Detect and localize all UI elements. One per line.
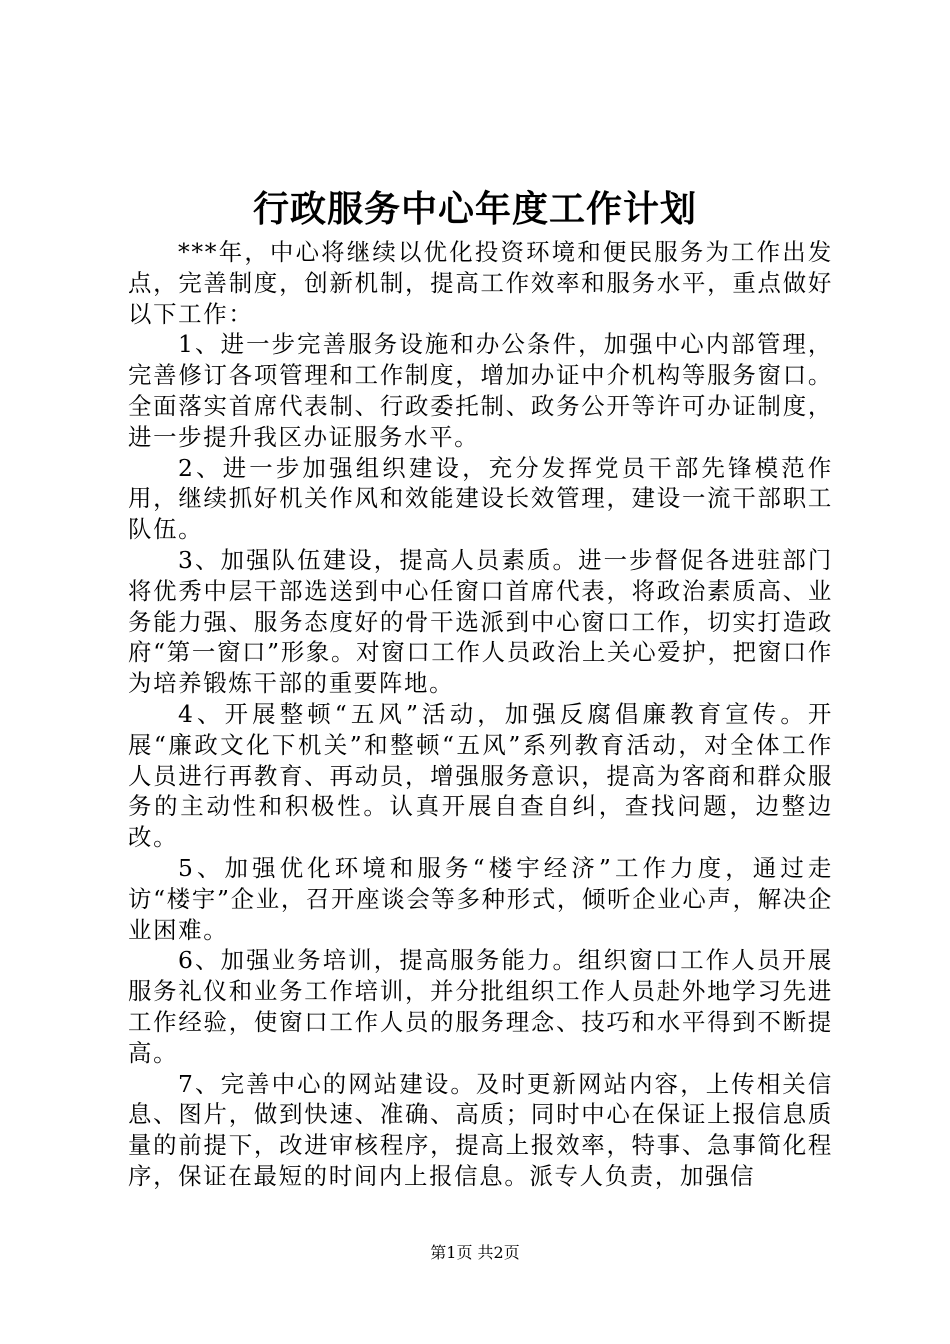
paragraph-intro: ***年，中心将继续以优化投资环境和便民服务为工作出发点，完善制度，创新机制，提高工作效率和服务水平，重点做好以下工作： (128, 238, 833, 328)
paragraph-item-2: 2、进一步加强组织建设，充分发挥党员干部先锋模范作用，继续抓好机关作风和效能建设长效管理，建设一流干部职工队伍。 (128, 453, 833, 544)
paragraph-item-6: 6、加强业务培训，提高服务能力。组织窗口工作人员开展服务礼仪和业务工作培训，并分批组织工作人员赴外地学习先进工作经验，使窗口工作人员的服务理念、技巧和水平得到不断提高。 (128, 946, 833, 1067)
page-number-footer: 第1页 共2页 (430, 1243, 520, 1262)
paragraph-item-1: 1、进一步完善服务设施和办公条件，加强中心内部管理，完善修订各项管理和工作制度，增加办证中介机构等服务窗口。全面落实首席代表制、行政委托制、政务公开等许可办证制度，进一步提升我区办证服务水平。 (128, 330, 833, 451)
paragraph-item-5: 5、加强优化环境和服务“楼宇经济”工作力度，通过走访“楼宇”企业，召开座谈会等多种形式，倾听企业心声，解决企业困难。 (128, 853, 833, 944)
paragraph-item-7: 7、完善中心的网站建设。及时更新网站内容，上传相关信息、图片，做到快速、准确、高质；同时中心在保证上报信息质量的前提下，改进审核程序，提高上报效率，特事、急事简化程序，保证在最短的时间内上报信息。派专人负责，加强信 (128, 1069, 833, 1190)
paragraph-item-4: 4、开展整顿“五风”活动，加强反腐倡廉教育宣传。开展“廉政文化下机关”和整顿“五风”系列教育活动，对全体工作人员进行再教育、再动员，增强服务意识，提高为客商和群众服务的主动性和积极性。认真开展自查自纠，查找问题，边整边改。 (128, 699, 833, 852)
document-body (128, 237, 833, 1192)
paragraph-item-3: 3、加强队伍建设，提高人员素质。进一步督促各进驻部门将优秀中层干部选送到中心任窗口首席代表，将政治素质高、业务能力强、服务态度好的骨干选派到中心窗口工作，切实打造政府“第一窗口”形象。对窗口工作人员政治上关心爱护，把窗口作为培养锻炼干部的重要阵地。 (128, 545, 833, 698)
document-title: 行政服务中心年度工作计划 (252, 188, 697, 230)
